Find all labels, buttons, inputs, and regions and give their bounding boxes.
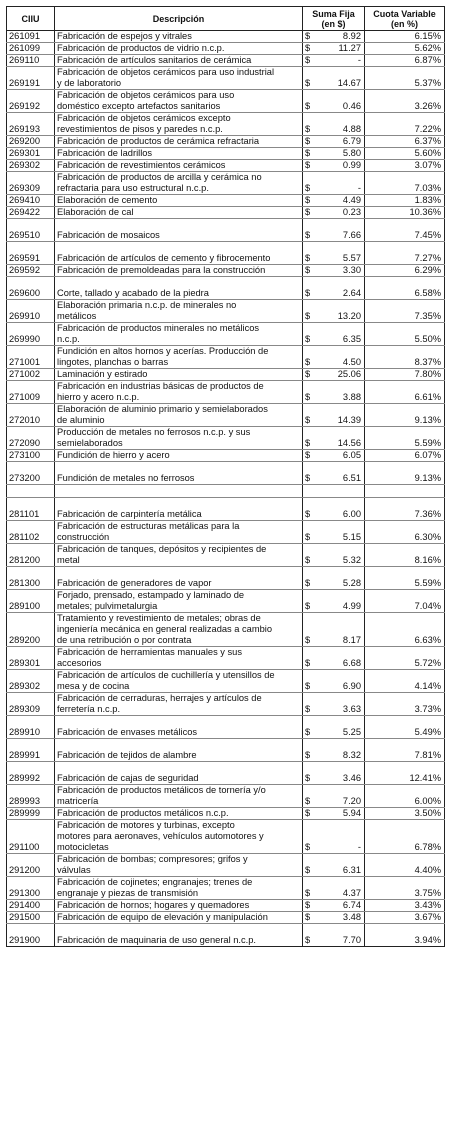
ciiu-code-cell: 281200 [7,544,55,567]
cuota-variable-cell: 10.36% [365,207,445,219]
description-cell: Fabricación de productos de vidrio n.c.p. [55,43,303,55]
ciiu-code-cell: 291100 [7,820,55,854]
description-cell: Fabricación de productos de cerámica refractaria [55,136,303,148]
tariff-table-container [6,6,444,947]
ciiu-code-cell: 272010 [7,404,55,427]
cuota-variable-cell: 3.73% [365,693,445,716]
description-cell: Elaboración primaria n.c.p. de minerales no metálicos [55,300,303,323]
description-cell: Fabricación de productos metálicos de tornería y/o matricería [55,785,303,808]
suma-fija-cell: 5.28 [315,567,365,590]
ciiu-code-cell: 281300 [7,567,55,590]
description-cell: Fabricación de bombas; compresores; grifos y válvulas [55,854,303,877]
table-row [7,404,445,427]
description-cell: Fabricación de estructuras metálicas para la construcción [55,521,303,544]
description-cell: Fabricación de herramientas manuales y sus accesorios [55,647,303,670]
header-suma-fija: Suma Fija (en $) [303,7,365,31]
section-spacer-row [7,485,445,498]
cuota-variable-cell: 7.80% [365,369,445,381]
ciiu-code-cell: 269191 [7,67,55,90]
currency-symbol: $ [303,55,315,67]
currency-symbol: $ [303,404,315,427]
suma-fija-cell: 0.99 [315,160,365,172]
currency-symbol: $ [303,265,315,277]
currency-symbol: $ [303,67,315,90]
cuota-variable-cell: 5.60% [365,148,445,160]
ciiu-code-cell: 273100 [7,450,55,462]
table-row [7,277,445,300]
description-cell: Fabricación de cajas de seguridad [55,762,303,785]
currency-symbol: $ [303,346,315,369]
cuota-variable-cell: 5.62% [365,43,445,55]
suma-fija-cell: 7.70 [315,924,365,947]
description-cell: Fabricación de objetos cerámicos para uso industrial y de laboratorio [55,67,303,90]
suma-fija-cell: 5.57 [315,242,365,265]
currency-symbol: $ [303,462,315,485]
ciiu-code-cell: 269422 [7,207,55,219]
cuota-variable-cell: 6.00% [365,785,445,808]
ciiu-code-cell: 272090 [7,427,55,450]
ciiu-code-cell: 291500 [7,912,55,924]
ciiu-code-cell: 269910 [7,300,55,323]
currency-symbol: $ [303,647,315,670]
currency-symbol: $ [303,172,315,195]
table-row [7,148,445,160]
table-row [7,219,445,242]
suma-fija-cell: - [315,55,365,67]
currency-symbol: $ [303,544,315,567]
cuota-variable-cell: 5.59% [365,567,445,590]
currency-symbol: $ [303,567,315,590]
suma-fija-cell: 6.90 [315,670,365,693]
currency-symbol: $ [303,924,315,947]
currency-symbol: $ [303,31,315,43]
table-row [7,381,445,404]
currency-symbol: $ [303,148,315,160]
currency-symbol: $ [303,242,315,265]
suma-fija-cell: 4.37 [315,877,365,900]
currency-symbol: $ [303,43,315,55]
table-row [7,808,445,820]
ciiu-code-cell: 271001 [7,346,55,369]
suma-fija-cell: 6.35 [315,323,365,346]
cuota-variable-cell: 5.50% [365,323,445,346]
table-row [7,43,445,55]
suma-fija-cell: 7.66 [315,219,365,242]
description-cell: Fundición en altos hornos y acerías. Producción de lingotes, planchas o barras [55,346,303,369]
description-cell: Fabricación de objetos cerámicos excepto revestimientos de pisos y paredes n.c.p. [55,113,303,136]
suma-fija-cell: 25.06 [315,369,365,381]
suma-fija-cell: 13.20 [315,300,365,323]
suma-fija-cell: 8.92 [315,31,365,43]
cuota-variable-cell: 6.29% [365,265,445,277]
suma-fija-cell: 2.64 [315,277,365,300]
table-row [7,90,445,113]
cuota-variable-cell: 6.15% [365,31,445,43]
description-cell: Fabricación de productos de arcilla y cerámica no refractaria para uso estructural n.c.p. [55,172,303,195]
table-row [7,462,445,485]
currency-symbol: $ [303,195,315,207]
ciiu-code-cell: 269110 [7,55,55,67]
suma-fija-cell: 5.80 [315,148,365,160]
suma-fija-cell: 6.68 [315,647,365,670]
ciiu-code-cell: 269600 [7,277,55,300]
description-cell: Corte, tallado y acabado de la piedra [55,277,303,300]
suma-fija-cell: 3.48 [315,912,365,924]
description-cell: Fabricación de artículos de cuchillería y utensillos de mesa y de cocina [55,670,303,693]
description-cell: Forjado, prensado, estampado y laminado de metales; pulvimetalurgia [55,590,303,613]
currency-symbol: $ [303,450,315,462]
currency-symbol: $ [303,739,315,762]
cuota-variable-cell: 5.49% [365,716,445,739]
header-ciiu: CIIU [7,7,55,31]
description-cell: Fabricación de cerraduras, herrajes y artículos de ferretería n.c.p. [55,693,303,716]
ciiu-code-cell: 289993 [7,785,55,808]
ciiu-code-cell: 269591 [7,242,55,265]
cuota-variable-cell: 7.81% [365,739,445,762]
ciiu-code-cell: 271009 [7,381,55,404]
suma-fija-cell: 7.20 [315,785,365,808]
table-row [7,762,445,785]
ciiu-code-cell: 291900 [7,924,55,947]
currency-symbol: $ [303,381,315,404]
ciiu-code-cell: 269192 [7,90,55,113]
suma-fija-cell: 3.46 [315,762,365,785]
cuota-variable-cell: 1.83% [365,195,445,207]
description-cell: Laminación y estirado [55,369,303,381]
cuota-variable-cell: 7.04% [365,590,445,613]
suma-fija-cell: 5.25 [315,716,365,739]
ciiu-code-cell: 269592 [7,265,55,277]
description-cell: Fabricación de envases metálicos [55,716,303,739]
currency-symbol: $ [303,207,315,219]
table-row [7,613,445,647]
cuota-variable-cell: 6.63% [365,613,445,647]
table-row [7,900,445,912]
table-row [7,498,445,521]
table-row [7,265,445,277]
cuota-variable-cell: 6.07% [365,450,445,462]
cuota-variable-cell: 3.94% [365,924,445,947]
table-row [7,567,445,590]
table-row [7,450,445,462]
cuota-variable-cell: 3.67% [365,912,445,924]
suma-fija-cell: - [315,172,365,195]
suma-fija-cell: 6.51 [315,462,365,485]
description-cell: Fabricación de productos minerales no metálicos n.c.p. [55,323,303,346]
suma-fija-cell: 5.15 [315,521,365,544]
table-row [7,160,445,172]
description-cell: Elaboración de cal [55,207,303,219]
spacer-cell [315,485,365,498]
table-row [7,912,445,924]
currency-symbol: $ [303,820,315,854]
cuota-variable-cell: 12.41% [365,762,445,785]
table-row [7,693,445,716]
currency-symbol: $ [303,808,315,820]
suma-fija-cell: 6.74 [315,900,365,912]
description-cell: Fabricación de mosaicos [55,219,303,242]
currency-symbol: $ [303,323,315,346]
table-row [7,924,445,947]
cuota-variable-cell: 6.78% [365,820,445,854]
suma-fija-cell: 3.30 [315,265,365,277]
ciiu-code-cell: 281102 [7,521,55,544]
suma-fija-cell: 3.88 [315,381,365,404]
suma-fija-cell: 8.32 [315,739,365,762]
currency-symbol: $ [303,90,315,113]
table-row [7,67,445,90]
description-cell: Fabricación en industrias básicas de productos de hierro y acero n.c.p. [55,381,303,404]
ciiu-code-cell: 261099 [7,43,55,55]
description-cell: Fabricación de motores y turbinas, excepto motores para aeronaves, vehículos automotores y motocicletas [55,820,303,854]
description-cell: Fabricación de objetos cerámicos para uso doméstico excepto artefactos sanitarios [55,90,303,113]
currency-symbol: $ [303,912,315,924]
currency-symbol: $ [303,219,315,242]
table-row [7,242,445,265]
suma-fija-cell: 4.99 [315,590,365,613]
description-cell: Producción de metales no ferrosos n.c.p. y sus semielaborados [55,427,303,450]
cuota-variable-cell: 7.45% [365,219,445,242]
suma-fija-cell: 4.49 [315,195,365,207]
suma-fija-cell: 11.27 [315,43,365,55]
currency-symbol: $ [303,670,315,693]
ciiu-code-cell: 269990 [7,323,55,346]
spacer-cell [7,485,55,498]
ciiu-code-cell: 289302 [7,670,55,693]
suma-fija-cell: 4.88 [315,113,365,136]
description-cell: Fabricación de tanques, depósitos y recipientes de metal [55,544,303,567]
ciiu-code-cell: 289999 [7,808,55,820]
currency-symbol: $ [303,613,315,647]
table-row [7,670,445,693]
suma-fija-cell: 3.63 [315,693,365,716]
table-row [7,323,445,346]
ciiu-code-cell: 281101 [7,498,55,521]
suma-fija-cell: 8.17 [315,613,365,647]
table-row [7,716,445,739]
ciiu-code-cell: 269309 [7,172,55,195]
cuota-variable-cell: 5.37% [365,67,445,90]
table-row [7,647,445,670]
spacer-cell [365,485,445,498]
cuota-variable-cell: 6.37% [365,136,445,148]
table-row [7,136,445,148]
currency-symbol: $ [303,160,315,172]
description-cell: Fabricación de cojinetes; engranajes; trenes de engranaje y piezas de transmisión [55,877,303,900]
table-row [7,739,445,762]
ciiu-code-cell: 291200 [7,854,55,877]
suma-fija-cell: 6.31 [315,854,365,877]
currency-symbol: $ [303,498,315,521]
ciiu-code-cell: 269510 [7,219,55,242]
description-cell: Fabricación de productos metálicos n.c.p. [55,808,303,820]
ciiu-code-cell: 289309 [7,693,55,716]
spacer-cell [55,485,303,498]
suma-fija-cell: 6.79 [315,136,365,148]
ciiu-code-cell: 289301 [7,647,55,670]
header-descripcion: Descripción [55,7,303,31]
cuota-variable-cell: 3.75% [365,877,445,900]
cuota-variable-cell: 7.03% [365,172,445,195]
table-row [7,820,445,854]
description-cell: Elaboración de aluminio primario y semielaborados de aluminio [55,404,303,427]
currency-symbol: $ [303,369,315,381]
cuota-variable-cell: 3.26% [365,90,445,113]
suma-fija-cell: - [315,820,365,854]
description-cell: Fabricación de artículos sanitarios de cerámica [55,55,303,67]
cuota-variable-cell: 6.30% [365,521,445,544]
description-cell: Fabricación de equipo de elevación y manipulación [55,912,303,924]
ciiu-code-cell: 289991 [7,739,55,762]
currency-symbol: $ [303,693,315,716]
ciiu-code-cell: 289992 [7,762,55,785]
cuota-variable-cell: 9.13% [365,404,445,427]
table-row [7,195,445,207]
table-row [7,544,445,567]
ciiu-code-cell: 269193 [7,113,55,136]
suma-fija-cell: 4.50 [315,346,365,369]
cuota-variable-cell: 7.36% [365,498,445,521]
cuota-variable-cell: 7.22% [365,113,445,136]
suma-fija-cell: 0.23 [315,207,365,219]
suma-fija-cell: 0.46 [315,90,365,113]
currency-symbol: $ [303,136,315,148]
ciiu-code-cell: 273200 [7,462,55,485]
description-cell: Tratamiento y revestimiento de metales; obras de ingeniería mecánica en general realizadas a cambio de una retribución o por contrata [55,613,303,647]
description-cell: Fabricación de ladrillos [55,148,303,160]
currency-symbol: $ [303,300,315,323]
currency-symbol: $ [303,785,315,808]
currency-symbol: $ [303,716,315,739]
cuota-variable-cell: 4.14% [365,670,445,693]
ciiu-code-cell: 289910 [7,716,55,739]
table-row [7,427,445,450]
description-cell: Elaboración de cemento [55,195,303,207]
cuota-variable-cell: 8.16% [365,544,445,567]
table-row [7,31,445,43]
cuota-variable-cell: 5.72% [365,647,445,670]
table-row [7,369,445,381]
cuota-variable-cell: 7.35% [365,300,445,323]
description-cell: Fabricación de revestimientos cerámicos [55,160,303,172]
description-cell: Fabricación de espejos y vitrales [55,31,303,43]
table-row [7,346,445,369]
spacer-cell [303,485,315,498]
cuota-variable-cell: 6.58% [365,277,445,300]
cuota-variable-cell: 4.40% [365,854,445,877]
header-cuota-variable: Cuota Variable (en %) [365,7,445,31]
currency-symbol: $ [303,277,315,300]
ciiu-code-cell: 289100 [7,590,55,613]
cuota-variable-cell: 3.50% [365,808,445,820]
cuota-variable-cell: 6.61% [365,381,445,404]
description-cell: Fabricación de generadores de vapor [55,567,303,590]
table-row [7,207,445,219]
table-row [7,300,445,323]
suma-fija-cell: 6.00 [315,498,365,521]
table-row [7,113,445,136]
table-row [7,877,445,900]
currency-symbol: $ [303,590,315,613]
suma-fija-cell: 14.67 [315,67,365,90]
table-row [7,172,445,195]
cuota-variable-cell: 9.13% [365,462,445,485]
ciiu-code-cell: 291400 [7,900,55,912]
cuota-variable-cell: 5.59% [365,427,445,450]
ciiu-code-cell: 269200 [7,136,55,148]
ciiu-code-cell: 291300 [7,877,55,900]
suma-fija-cell: 14.56 [315,427,365,450]
ciiu-code-cell: 261091 [7,31,55,43]
cuota-variable-cell: 3.43% [365,900,445,912]
currency-symbol: $ [303,113,315,136]
currency-symbol: $ [303,877,315,900]
description-cell: Fabricación de carpintería metálica [55,498,303,521]
table-row [7,55,445,67]
table-row [7,785,445,808]
cuota-variable-cell: 7.27% [365,242,445,265]
suma-fija-cell: 14.39 [315,404,365,427]
description-cell: Fabricación de artículos de cemento y fibrocemento [55,242,303,265]
description-cell: Fundición de metales no ferrosos [55,462,303,485]
ciiu-code-cell: 269410 [7,195,55,207]
currency-symbol: $ [303,854,315,877]
description-cell: Fabricación de premoldeadas para la construcción [55,265,303,277]
table-row [7,854,445,877]
table-body [7,31,445,947]
currency-symbol: $ [303,900,315,912]
tariff-table [6,6,445,947]
cuota-variable-cell: 8.37% [365,346,445,369]
table-row [7,521,445,544]
cuota-variable-cell: 3.07% [365,160,445,172]
table-row [7,590,445,613]
ciiu-code-cell: 271002 [7,369,55,381]
description-cell: Fabricación de hornos; hogares y quemadores [55,900,303,912]
ciiu-code-cell: 269301 [7,148,55,160]
suma-fija-cell: 6.05 [315,450,365,462]
ciiu-code-cell: 269302 [7,160,55,172]
suma-fija-cell: 5.94 [315,808,365,820]
currency-symbol: $ [303,762,315,785]
currency-symbol: $ [303,427,315,450]
suma-fija-cell: 5.32 [315,544,365,567]
description-cell: Fundición de hierro y acero [55,450,303,462]
description-cell: Fabricación de maquinaria de uso general n.c.p. [55,924,303,947]
currency-symbol: $ [303,521,315,544]
cuota-variable-cell: 6.87% [365,55,445,67]
ciiu-code-cell: 289200 [7,613,55,647]
description-cell: Fabricación de tejidos de alambre [55,739,303,762]
